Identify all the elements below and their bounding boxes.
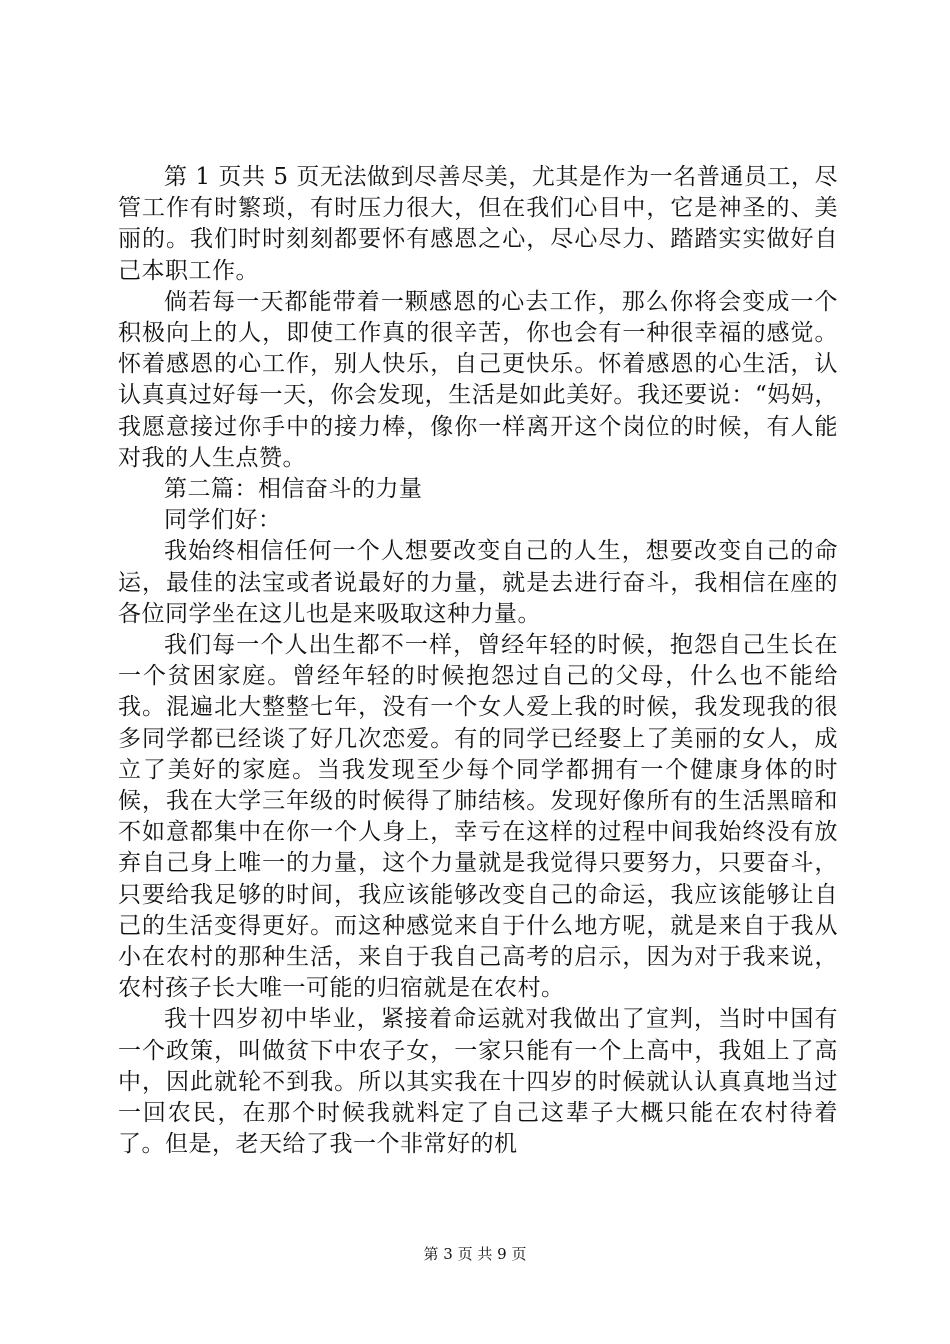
paragraph-3: 我始终相信任何一个人想要改变自己的人生，想要改变自己的命运，最佳的法宝或者说最好的力量，就是去进行奋斗，我相信在座的各位同学坐在这儿也是来吸取这种力量。 bbox=[118, 538, 838, 627]
paragraph-5: 我十四岁初中毕业，紧接着命运就对我做出了宣判，当时中国有一个政策，叫做贫下中农子女，一家只能有一个上高中，我姐上了高中，因此就轮不到我。所以其实我在十四岁的时候就认认真真地当过一回农民，在那个时候我就料定了自己这辈子大概只能在农村待着了。但是，老天给了我一个非常好的机 bbox=[118, 1006, 838, 1158]
greeting: 同学们好： bbox=[164, 507, 282, 534]
page-footer: 第 3 页 共 9 页 bbox=[423, 1245, 527, 1263]
document-body bbox=[118, 162, 838, 1161]
paragraph-4: 我们每一个人出生都不一样，曾经年轻的时候，抱怨自己生长在一个贫困家庭。曾经年轻的时候抱怨过自己的父母，什么也不能给我。混遍北大整整七年，没有一个女人爱上我的时候，我发现我的很多同学都已经谈了好几次恋爱。有的同学已经娶上了美丽的女人，成立了美好的家庭。当我发现至少每个同学都拥有一个健康身体的时候，我在大学三年级的时候得了肺结核。发现好像所有的生活黑暗和不如意都集中在你一个人身上，幸亏在这样的过程中间我始终没有放弃自己身上唯一的力量，这个力量就是我觉得只要努力，只要奋斗，只要给我足够的时间，我应该能够改变自己的命运，我应该能够让自己的生活变得更好。而这种感觉来自于什么地方呢，就是来自于我从小在农村的那种生活，来自于我自己高考的启示，因为对于我来说，农村孩子长大唯一可能的归宿就是在农村。 bbox=[118, 632, 838, 1002]
paragraph-1: 第 1 页共 5 页无法做到尽善尽美，尤其是作为一名普通员工，尽管工作有时繁琐，有时压力很大，但在我们心目中，它是神圣的、美丽的。我们时时刻刻都要怀有感恩之心，尽心尽力、踏踏实实做好自己本职工作。 bbox=[118, 164, 838, 284]
section-heading: 第二篇：相信奋斗的力量 bbox=[164, 476, 423, 503]
paragraph-2: 倘若每一天都能带着一颗感恩的心去工作，那么你将会变成一个积极向上的人，即使工作真的很辛苦，你也会有一种很幸福的感觉。怀着感恩的心工作，别人快乐，自己更快乐。怀着感恩的心生活，认认真真过好每一天，你会发现，生活是如此美好。我还要说：“妈妈，我愿意接过你手中的接力棒，像你一样离开这个岗位的时候，有人能对我的人生点赞。 bbox=[118, 288, 838, 471]
